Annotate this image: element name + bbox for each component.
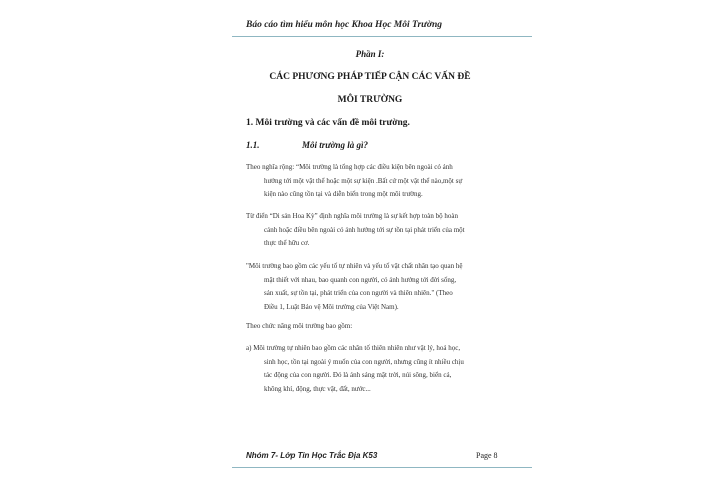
paragraph-line: Điều 1, Luật Bảo vệ Môi trường của Việt Nam). [264, 302, 399, 311]
paragraph-line: tác động của con người. Đó là ánh sáng mặt trời, núi sông, biển cả, [264, 371, 452, 379]
paragraph-line: thực thể hữu cơ. [264, 239, 310, 247]
paragraph-line: cảnh hoặc điều bên ngoài có ảnh hưởng tới sự tồn tại phát triển của một [264, 225, 465, 234]
paragraph-line: không khí, động, thực vật, đất, nước... [264, 384, 371, 393]
subsection-number: 1.1. [246, 140, 260, 150]
part-title-line-2: MÔI TRƯỜNG [337, 95, 403, 105]
paragraph-line: a) Môi trường tự nhiên bao gồm các nhân tố thiên nhiên như vật lý, hoá học, [246, 344, 461, 352]
subsection-title: Môi trường là gì? [302, 140, 368, 150]
part-title-line-1: CÁC PHƯƠNG PHÁP TIẾP CẬN CÁC VẤN ĐỀ [269, 72, 471, 82]
running-header: Báo cáo tìm hiểu môn học Khoa Học Môi Trường [246, 20, 442, 30]
paragraph-line: "Môi trường bao gồm các yếu tố tự nhiên và yếu tố vật chất nhân tạo quan hệ [246, 262, 463, 270]
paragraph-law-definition [246, 260, 516, 314]
paragraph-line: mật thiết với nhau, bao quanh con người, có ảnh hưởng tới đời sống, [264, 275, 457, 284]
paragraph-line: sinh học, tồn tại ngoài ý muốn của con người, nhưng cũng ít nhiều chịu [264, 357, 464, 366]
paragraph-line: hưởng tới một vật thể hoặc một sự kiện .Bất cứ một vật thể nào,một sự [264, 176, 463, 185]
part-label: Phần I: [355, 49, 385, 59]
paragraph-line: Theo chức năng môi trường bao gồm: [246, 322, 353, 330]
footer-divider [232, 467, 532, 468]
paragraph-natural-environment [246, 342, 516, 396]
paragraph-broad-definition [246, 161, 516, 202]
paragraph-by-function [246, 320, 516, 334]
page-number: Page 8 [476, 451, 498, 460]
subsection-heading [246, 140, 368, 150]
paragraph-line: Từ điển “Di sản Hoa Kỳ” định nghĩa môi trường là sự kết hợp toàn bộ hoàn [246, 212, 459, 220]
paragraph-line: kiện nào cũng tồn tại và diễn biến trong một môi trường. [264, 190, 423, 198]
footer-group-label: Nhóm 7- Lớp Tin Học Trắc Địa K53 [246, 451, 378, 460]
paragraph-line: Theo nghĩa rộng: “Môi trường là tổng hợp các điều kiện bên ngoài có ảnh [246, 163, 453, 171]
section-heading: 1. Môi trường và các vấn đề môi trường. [246, 118, 410, 128]
header-divider [232, 36, 532, 37]
paragraph-line: sản xuất, sự tồn tại, phát triển của con người và thiên nhiên." (Theo [264, 289, 453, 297]
paragraph-dictionary-definition [246, 210, 516, 251]
